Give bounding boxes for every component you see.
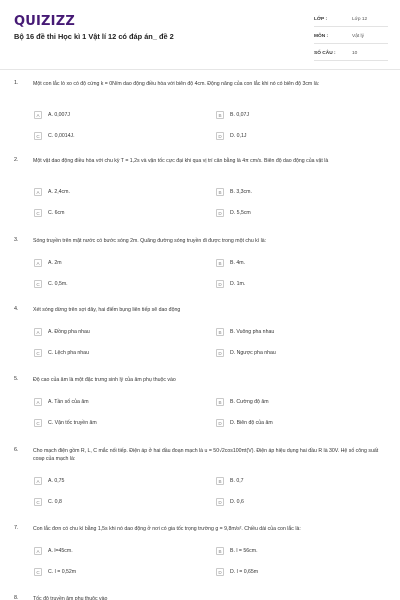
option-letter-box: B (216, 259, 224, 267)
option-letter-box: D (216, 568, 224, 576)
option-letter-box: D (216, 132, 224, 140)
option-text: B. Cường độ âm (230, 399, 269, 405)
question-text: Sóng truyền trên mặt nước có bước sóng 2m. Quãng đường sóng truyền đi được trong một chu kì là: (33, 238, 267, 244)
option-letter-box: C (34, 132, 42, 140)
option-b[interactable] (216, 546, 380, 556)
option-c[interactable] (34, 348, 198, 358)
option-text: D. Ngược pha nhau (230, 350, 276, 356)
question-text: Một con lắc lò xo có độ cứng k = 0N/m dao động điều hòa với biên độ 4cm. Động năng của con lắc khi nó có biên độ 3cm là: (33, 81, 320, 87)
option-letter-box: C (34, 280, 42, 288)
option-text: C. Vận tốc truyền âm (48, 420, 97, 426)
meta-label: MÔN : (314, 34, 329, 39)
question-number: 8. (14, 595, 19, 600)
option-text: D. 0,1J (230, 133, 247, 139)
option-letter-box: D (216, 349, 224, 357)
quizizz-logo: QUIZIZZ (14, 14, 75, 29)
question-number: 7. (14, 525, 19, 531)
option-text: C. 6cm (48, 210, 65, 216)
meta-row-count (314, 47, 388, 61)
option-a[interactable] (34, 546, 198, 556)
question-number: 5. (14, 376, 19, 382)
option-c[interactable] (34, 131, 198, 141)
option-letter-box: D (216, 209, 224, 217)
option-text: D. l = 0,65m (230, 569, 259, 575)
option-text: C. 0,0014J. (48, 133, 75, 139)
meta-value: Vật lý (352, 34, 364, 39)
option-c[interactable] (34, 567, 198, 577)
option-letter-box: B (216, 328, 224, 336)
option-text: B. Vuông pha nhau (230, 329, 275, 335)
option-text: D. 0,6 (230, 499, 244, 505)
question-text: Con lắc đơn có chu kì bằng 1,5s khi nó dao động ở nơi có gia tốc trọng trường g = 9,8m/s². Chiều dài của con lắc là: (33, 526, 301, 532)
option-text: C. 0,8 (48, 499, 62, 505)
option-a[interactable] (34, 397, 198, 407)
option-letter-box: B (216, 111, 224, 119)
option-text: A. 0,007J (48, 112, 70, 118)
option-text: C. 0,5m. (48, 281, 68, 287)
option-d[interactable] (216, 418, 380, 428)
option-d[interactable] (216, 208, 380, 218)
option-a[interactable] (34, 476, 198, 486)
option-text: A. Tần số của âm (48, 399, 89, 405)
option-letter-box: A (34, 547, 42, 555)
option-text: A. Đồng pha nhau (48, 329, 90, 335)
option-c[interactable] (34, 208, 198, 218)
option-text: D. 1m. (230, 281, 246, 287)
option-letter-box: B (216, 477, 224, 485)
option-a[interactable] (34, 327, 198, 337)
document-title: Bộ 16 đề thi Học kì 1 Vật lí 12 có đáp án_ đề 2 (14, 32, 174, 41)
option-c[interactable] (34, 418, 198, 428)
option-b[interactable] (216, 187, 380, 197)
option-letter-box: C (34, 349, 42, 357)
question-text: Tốc độ truyền âm phụ thuộc vào (33, 596, 108, 600)
option-b[interactable] (216, 476, 380, 486)
question-text: Xét sóng dừng trên sợi dây, hai điểm bụng liên tiếp sẽ dao động (33, 307, 181, 313)
option-c[interactable] (34, 279, 198, 289)
question-text: Cho mạch điện gồm R, L, C mắc nối tiếp. Điện áp ở hai đầu đoạn mạch là u = 50√2cos100πt(V). Điện áp hiệu dụng hai đầu R là 30V. Hệ số công suất cosφ của mạch là: (33, 448, 379, 462)
question-number: 6. (14, 447, 19, 453)
option-text: A. 2m (48, 260, 62, 266)
option-text: B. 0,7 (230, 478, 244, 484)
option-text: B. 0,07J (230, 112, 250, 118)
option-letter-box: C (34, 498, 42, 506)
meta-value: Lớp 12 (352, 17, 368, 22)
option-text: B. l = 56cm. (230, 548, 258, 554)
option-d[interactable] (216, 567, 380, 577)
option-letter-box: B (216, 188, 224, 196)
option-d[interactable] (216, 279, 380, 289)
meta-row-subject (314, 30, 388, 44)
option-letter-box: B (216, 398, 224, 406)
question-number: 3. (14, 237, 19, 243)
option-a[interactable] (34, 110, 198, 120)
question-number: 1. (14, 80, 19, 86)
option-letter-box: A (34, 188, 42, 196)
option-a[interactable] (34, 258, 198, 268)
meta-row-class (314, 13, 388, 27)
option-text: B. 3,3cm. (230, 189, 252, 195)
option-text: A. 2,4cm. (48, 189, 70, 195)
option-letter-box: A (34, 111, 42, 119)
option-d[interactable] (216, 497, 380, 507)
option-a[interactable] (34, 187, 198, 197)
question-number: 2. (14, 157, 19, 163)
option-b[interactable] (216, 397, 380, 407)
option-letter-box: A (34, 398, 42, 406)
option-d[interactable] (216, 131, 380, 141)
meta-label: SỐ CÂU : (314, 51, 336, 56)
option-b[interactable] (216, 327, 380, 337)
question-text: Độ cao của âm là một đặc trưng sinh lý của âm phụ thuộc vào (33, 377, 176, 383)
question-8-partial (14, 594, 386, 600)
option-letter-box: D (216, 280, 224, 288)
meta-panel (314, 13, 388, 64)
question-text: Một vật dao động điều hòa với chu kỳ T = 1,2s và vận tốc cực đại khi qua vị trí cân bằng là 4π cm/s. Biên độ dao động của vật là (33, 158, 329, 164)
option-letter-box: A (34, 328, 42, 336)
option-b[interactable] (216, 110, 380, 120)
option-letter-box: A (34, 477, 42, 485)
meta-label: LỚP : (314, 17, 328, 22)
option-text: A. 0,75 (48, 478, 65, 484)
option-text: D. Biên độ của âm (230, 420, 273, 426)
option-letter-box: D (216, 419, 224, 427)
option-text: D. 5,5cm (230, 210, 251, 216)
option-text: B. 4m. (230, 260, 245, 266)
option-letter-box: C (34, 568, 42, 576)
option-d[interactable] (216, 348, 380, 358)
option-text: A. l=45cm. (48, 548, 73, 554)
option-b[interactable] (216, 258, 380, 268)
meta-value: 10 (352, 51, 358, 56)
question-number: 4. (14, 306, 19, 312)
page-header (0, 0, 400, 62)
option-text: C. l = 0,52m (48, 569, 77, 575)
option-letter-box: C (34, 209, 42, 217)
option-c[interactable] (34, 497, 198, 507)
option-text: C. Lệch pha nhau (48, 350, 89, 356)
option-letter-box: D (216, 498, 224, 506)
option-letter-box: B (216, 547, 224, 555)
header-divider (0, 69, 400, 70)
option-letter-box: A (34, 259, 42, 267)
option-letter-box: C (34, 419, 42, 427)
